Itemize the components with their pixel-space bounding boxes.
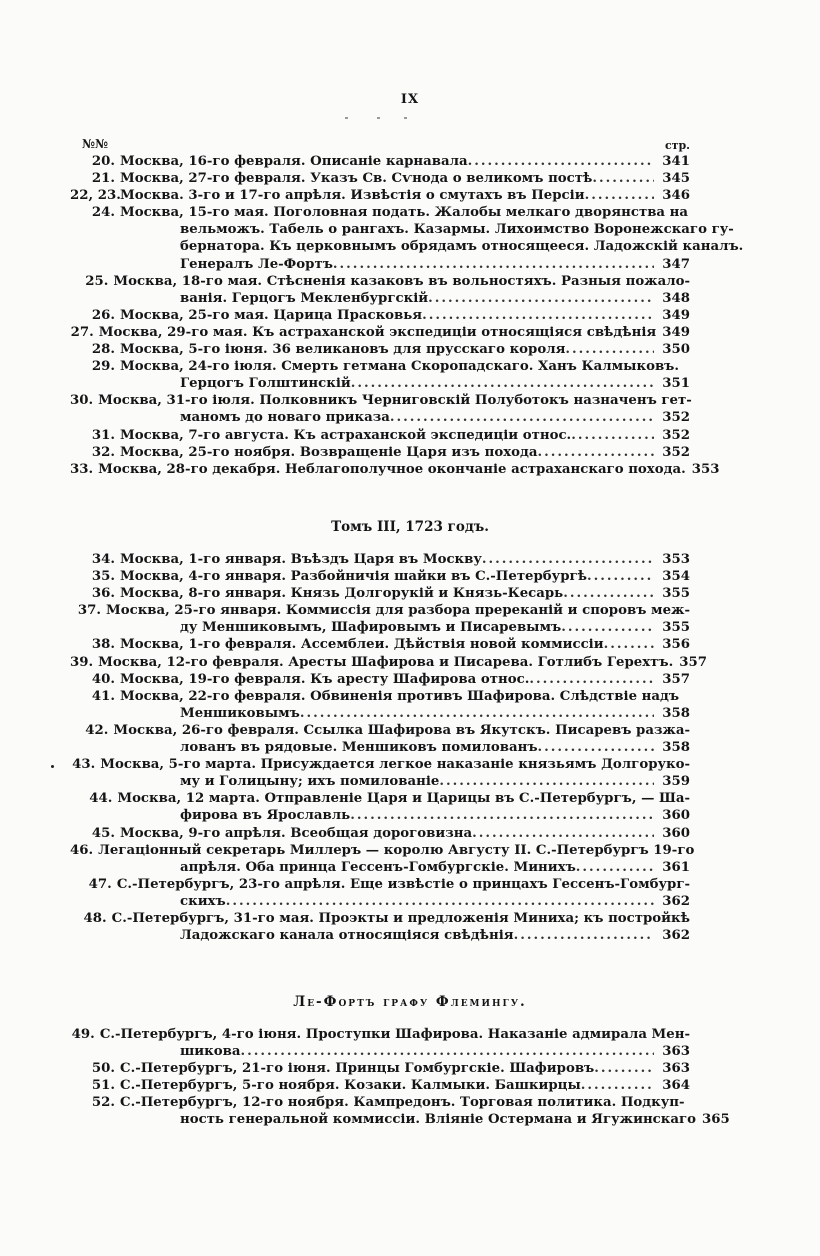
entry-title: апрѣля. Оба принца Гессенъ-Гомбургскіе. Минихъ (180, 859, 576, 875)
entry-number: 22, 23. (70, 188, 121, 204)
toc-entry-line (70, 568, 690, 585)
entry-title: Москва, 9-го апрѣля. Всеобщая дороговизна (120, 825, 473, 841)
margin-speck (51, 765, 54, 768)
toc-entry (70, 790, 690, 824)
toc-entry-line (70, 688, 690, 705)
entry-title: С.-Петербургъ, 5-го ноября. Козаки. Калмыки. Башкирцы (120, 1078, 581, 1094)
entry-page: 361 (662, 859, 690, 875)
toc-entry (70, 153, 690, 170)
entry-page: 353 (691, 461, 720, 477)
toc-entry-line (70, 876, 690, 893)
entry-number: 31. (91, 427, 115, 443)
toc-entry-line (70, 654, 708, 671)
toc-entry (70, 1060, 690, 1077)
entry-number: 30. (70, 393, 94, 409)
toc-entry (70, 461, 720, 478)
entry-title: Москва, 29-го мая. Къ астраханской экспедиціи относящіяся свѣдѣнія (98, 324, 657, 340)
entry-title: Москва, 4-го января. Разбойничія шайки въ С.-Петербургѣ (120, 569, 587, 585)
entry-number: 44. (89, 791, 113, 807)
entry-page: 347 (662, 256, 690, 272)
leader-dots (585, 187, 654, 204)
entry-number: 42. (85, 722, 109, 738)
toc-entry-line (70, 153, 690, 170)
toc-entry-line (70, 790, 690, 807)
entry-page: 365 (702, 1112, 730, 1128)
entry-title: Меншиковымъ (180, 705, 300, 721)
entry-title: скихъ (180, 893, 226, 909)
toc-entry (70, 876, 690, 910)
page-number: IX (400, 92, 420, 107)
toc-entry-line (70, 307, 690, 324)
entry-page: 346 (662, 188, 690, 204)
toc-entry-line (70, 773, 690, 790)
entry-number: 49. (71, 1027, 95, 1042)
toc-entry (70, 427, 690, 444)
entry-page: 356 (662, 637, 690, 653)
leader-dots (333, 256, 654, 273)
toc-entry (70, 341, 690, 358)
entry-title: С.-Петербургъ, 21-го іюня. Принцы Гомбургскіе. Шафировъ (120, 1061, 595, 1077)
entry-title: Москва, 25-го ноября. Возвращеніе Царя изъ похода (120, 444, 538, 460)
toc-entry (70, 825, 690, 842)
toc-entry-line (70, 705, 690, 722)
toc-entry-line (70, 602, 690, 619)
leader-dots (529, 671, 654, 688)
toc-entry-line (70, 1026, 690, 1043)
entry-title: С.-Петербургъ, 4-го іюня. Проступки Шафирова. Наказаніе адмирала Мен- (99, 1027, 690, 1042)
leader-dots (571, 427, 654, 444)
toc-entry-line (70, 910, 690, 927)
entry-title: Москва, 19-го февраля. Къ аресту Шафирова относ. (120, 671, 530, 687)
toc-entry (70, 688, 690, 722)
entry-title: Москва, 15-го мая. Поголовная подать. Жалобы мелкаго дворянства на (120, 205, 689, 221)
toc-entry-line (70, 739, 690, 756)
leader-dots (538, 739, 654, 756)
entry-title: Ладожскаго канала относящіяся свѣдѣнія (180, 928, 514, 944)
toc-entry (70, 636, 690, 653)
entry-title: Москва, 7-го августа. Къ астраханской экспедиціи относ. (120, 427, 572, 443)
leader-dots (514, 927, 654, 944)
entry-number: 33. (70, 461, 94, 477)
toc-entry (70, 910, 690, 944)
entry-title: С.-Петербургъ, 31-го мая. Проэкты и предложенія Миниха; къ постройкѣ (111, 910, 690, 926)
entry-title: Москва, 25-го мая. Царица Прасковья (120, 307, 423, 323)
toc-entry-line (70, 807, 690, 824)
toc-group-3 (70, 1026, 730, 1129)
leader-dots (537, 444, 654, 461)
page-column-label: стр. (664, 139, 690, 152)
leader-dots (587, 568, 654, 585)
toc-entry-line (70, 671, 690, 688)
entry-page: 341 (662, 154, 690, 169)
entry-page: 352 (662, 410, 690, 426)
leader-dots (390, 409, 654, 426)
toc-header (82, 137, 690, 153)
leader-dots (472, 825, 654, 842)
leader-dots (226, 893, 654, 910)
entry-number: 40. (91, 671, 115, 687)
toc-entry-line (70, 444, 690, 461)
entry-number: 51. (91, 1078, 115, 1094)
entry-title: Москва, 27-го февраля. Указъ Св. Сѵнода о великомъ постѣ (120, 171, 593, 187)
toc-entry-line (70, 585, 690, 602)
entry-title: Москва, 5-го марта. Присуждается легкое наказаніе князьямъ Долгоруко- (100, 757, 690, 773)
leader-dots (468, 153, 654, 170)
entry-title: Москва, 1-го января. Въѣздъ Царя въ Москву (120, 552, 482, 567)
toc-entry-line (70, 1077, 690, 1094)
entry-page: 358 (662, 705, 690, 721)
toc-entry-line (70, 170, 690, 187)
entry-page: 350 (662, 342, 690, 358)
toc-entry (70, 187, 690, 204)
toc-entry (70, 551, 690, 568)
leader-dots (300, 705, 654, 722)
leader-dots (565, 341, 654, 358)
toc-group-1 (70, 153, 744, 478)
leader-dots (592, 170, 654, 187)
entry-title: Москва, 31-го іюля. Полковникъ Черниговскій Полуботокъ назначенъ гет- (98, 393, 692, 409)
toc-entry (70, 444, 690, 461)
toc-entry (70, 602, 690, 636)
entry-page: 355 (662, 586, 690, 602)
entry-title: Москва, 18-го мая. Стѣсненія казаковъ въ вольностяхъ. Разныя пожало- (113, 273, 690, 289)
entry-page: 351 (662, 376, 690, 392)
entry-number: 47. (88, 876, 112, 892)
entry-title: Москва, 8-го января. Князь Долгорукій и Князь-Кесарь (120, 586, 564, 602)
entry-page: 354 (662, 569, 690, 585)
entry-title: С.-Петербургъ, 23-го апрѣля. Еще извѣстіе о принцахъ Гессенъ-Гомбург- (116, 876, 690, 892)
entry-number: 24. (91, 205, 115, 221)
entry-number: 48. (83, 910, 107, 926)
toc-entry-line (70, 375, 690, 392)
toc-entry (70, 654, 708, 671)
entry-number: 41. (91, 688, 115, 704)
entry-page: 348 (662, 290, 690, 306)
toc-entry-line (70, 290, 690, 307)
toc-entry-line (70, 1060, 690, 1077)
entry-page: 362 (662, 928, 690, 944)
entry-title: Москва, 16-го февраля. Описаніе карнавала (120, 154, 468, 169)
toc-entry (70, 756, 690, 790)
toc-entry-line (70, 756, 690, 773)
toc-entry-line (70, 409, 690, 426)
entry-page: 355 (662, 620, 690, 636)
toc-entry-line (70, 324, 690, 341)
toc-entry-line (70, 636, 690, 653)
entry-number: 26. (91, 307, 115, 323)
leader-dots (439, 773, 654, 790)
entry-title: Москва, 12 марта. Отправленіе Царя и Царицы въ С.-Петербургъ, — Ша- (117, 791, 690, 807)
leader-dots (482, 551, 654, 568)
entry-page: 364 (662, 1078, 690, 1094)
entry-title: шикова (180, 1044, 241, 1060)
entry-page: 363 (662, 1061, 690, 1077)
entry-number: 28. (91, 342, 115, 358)
leader-dots (428, 290, 654, 307)
entry-page: 353 (662, 552, 690, 567)
toc-entry-line (70, 187, 690, 204)
leader-dots (576, 859, 654, 876)
toc-entry-line (70, 722, 690, 739)
toc-entry-line (70, 1043, 690, 1060)
entry-page: 357 (662, 671, 690, 687)
toc-entry-line (70, 461, 720, 478)
entry-page: 358 (662, 740, 690, 756)
toc-entry-line (70, 619, 690, 636)
toc-entry (70, 671, 690, 688)
toc-group-2 (70, 551, 708, 944)
toc-entry-line (70, 204, 690, 221)
entry-number: 45. (91, 825, 115, 841)
entry-title: ность генеральной коммиссіи. Вліяніе Остермана и Ягужинскаго (180, 1112, 697, 1128)
entry-title: Герцогъ Голштинскій (180, 376, 351, 392)
toc-entry-line (70, 893, 690, 910)
toc-entry-line (70, 221, 734, 238)
entry-title: Москва, 28-го декабря. Неблагополучное окончаніе астраханскаго похода. (98, 461, 686, 477)
entry-number: 43. (72, 757, 96, 773)
toc-entry (70, 722, 690, 756)
entry-title: Москва, 5-го іюня. 36 великановъ для прусскаго короля (120, 342, 566, 358)
toc-entry-line (70, 1094, 690, 1111)
entry-number: 36. (91, 586, 115, 602)
entry-number: 37. (77, 603, 102, 619)
toc-entry-line (70, 358, 690, 375)
toc-entry-line (70, 859, 690, 876)
toc-entry-line (70, 842, 695, 859)
toc-entry-line (70, 256, 690, 273)
entry-title: Москва, 22-го февраля. Обвиненія противъ Шафирова. Слѣдствіе надъ (120, 688, 680, 704)
toc-entry-line (70, 551, 690, 568)
entry-page: 357 (679, 654, 708, 670)
entry-title: Москва, 12-го февраля. Аресты Шафирова и Писарева. Готлибъ Герехтъ. (98, 654, 674, 670)
leader-dots (350, 807, 654, 824)
toc-entry-line (70, 825, 690, 842)
toc-entry (70, 273, 690, 307)
entry-page: 362 (662, 893, 690, 909)
toc-entry (70, 1026, 690, 1060)
entry-page: 352 (662, 427, 690, 443)
toc-entry (70, 1094, 730, 1128)
entry-number: 50. (91, 1061, 115, 1077)
entry-title: ду Меншиковымъ, Шафировымъ и Писаревымъ (180, 620, 562, 636)
entry-title: Москва, 1-го февраля. Ассемблеи. Дѣйствія новой коммиссіи (120, 637, 604, 653)
entry-title: Легаціонный секретарь Миллеръ — королю Августу II. С.-Петербургъ 19-го (98, 842, 695, 858)
entry-page: 349 (662, 307, 690, 323)
toc-entry (70, 585, 690, 602)
toc-entry (70, 392, 690, 426)
entry-number: 25. (85, 273, 109, 289)
leader-dots (581, 1077, 654, 1094)
entry-title: Москва, 25-го января. Коммиссія для разбора пререканій и споровъ меж- (106, 603, 690, 619)
leader-dots (351, 375, 654, 392)
entry-number: 27. (70, 324, 94, 340)
leader-dots (422, 307, 654, 324)
toc-entry-line (70, 1111, 730, 1128)
toc-entry (70, 568, 690, 585)
toc-entry-line (70, 238, 744, 255)
entry-page: 349 (662, 324, 690, 340)
leader-dots (563, 585, 654, 602)
toc-entry (70, 1077, 690, 1094)
toc-entry (70, 358, 690, 392)
entry-number: 46. (70, 842, 94, 858)
leader-dots (561, 619, 654, 636)
entry-page: 360 (662, 825, 690, 841)
entry-title: вельможъ. Табель о рангахъ. Казармы. Лихоимство Воронежскаго гу- (180, 222, 734, 238)
number-column-label: №№ (82, 137, 109, 151)
entry-title: маномъ до новаго приказа (180, 410, 390, 426)
entry-title: ванія. Герцогъ Мекленбургскій (180, 290, 429, 306)
section-title-lefort: Ле-Фортъ графу Флемингу. (293, 994, 527, 1010)
entry-number: 29. (91, 359, 115, 375)
leader-dots (604, 636, 654, 653)
entry-number: 21. (91, 171, 115, 187)
toc-entry-line (70, 927, 690, 944)
toc-entry (70, 170, 690, 187)
entry-number: 39. (70, 654, 94, 670)
entry-title: Москва. 3-го и 17-го апрѣля. Извѣстія о смутахъ въ Персіи (120, 188, 585, 204)
entry-number: 20. (91, 154, 115, 169)
entry-number: 35. (91, 569, 115, 585)
toc-entry (70, 842, 695, 876)
entry-number: 52. (91, 1095, 115, 1111)
entry-title: фирова въ Ярославль (180, 808, 351, 824)
entry-page: 352 (662, 444, 690, 460)
entry-number: 38. (91, 637, 115, 653)
entry-title: Генералъ Ле-Фортъ (180, 256, 333, 272)
print-specks (0, 117, 820, 121)
entry-page: 363 (662, 1044, 690, 1060)
entry-title: С.-Петербургъ, 12-го ноября. Кампредонъ. Торговая политика. Подкуп- (120, 1095, 685, 1111)
section-title-tom-3: Томъ III, 1723 годъ. (331, 519, 489, 535)
entry-title: лованъ въ рядовые. Меншиковъ помилованъ (180, 740, 538, 756)
leader-dots (240, 1043, 654, 1060)
entry-title: Москва, 24-го іюля. Смерть гетмана Скоропадскаго. Ханъ Калмыковъ. (120, 359, 680, 375)
toc-entry-line (70, 392, 690, 409)
toc-entry-line (70, 341, 690, 358)
entry-title: му и Голицыну; ихъ помилованіе (180, 774, 440, 790)
entry-page: 345 (662, 171, 690, 187)
entry-number: 34. (91, 552, 115, 567)
entry-page: 360 (662, 808, 690, 824)
entry-title: Москва, 26-го февраля. Ссылка Шафирова въ Якутскъ. Писаревъ разжа- (113, 722, 690, 738)
toc-entry-line (70, 427, 690, 444)
entry-number: 32. (91, 444, 115, 460)
toc-entry (70, 307, 690, 324)
entry-page: 359 (662, 774, 690, 790)
toc-entry-line (70, 273, 690, 290)
toc-entry (70, 204, 744, 272)
entry-title: бернатора. Къ церковнымъ обрядамъ относящееся. Ладожскій каналъ. (180, 239, 744, 255)
toc-entry (70, 324, 690, 341)
leader-dots (594, 1060, 654, 1077)
